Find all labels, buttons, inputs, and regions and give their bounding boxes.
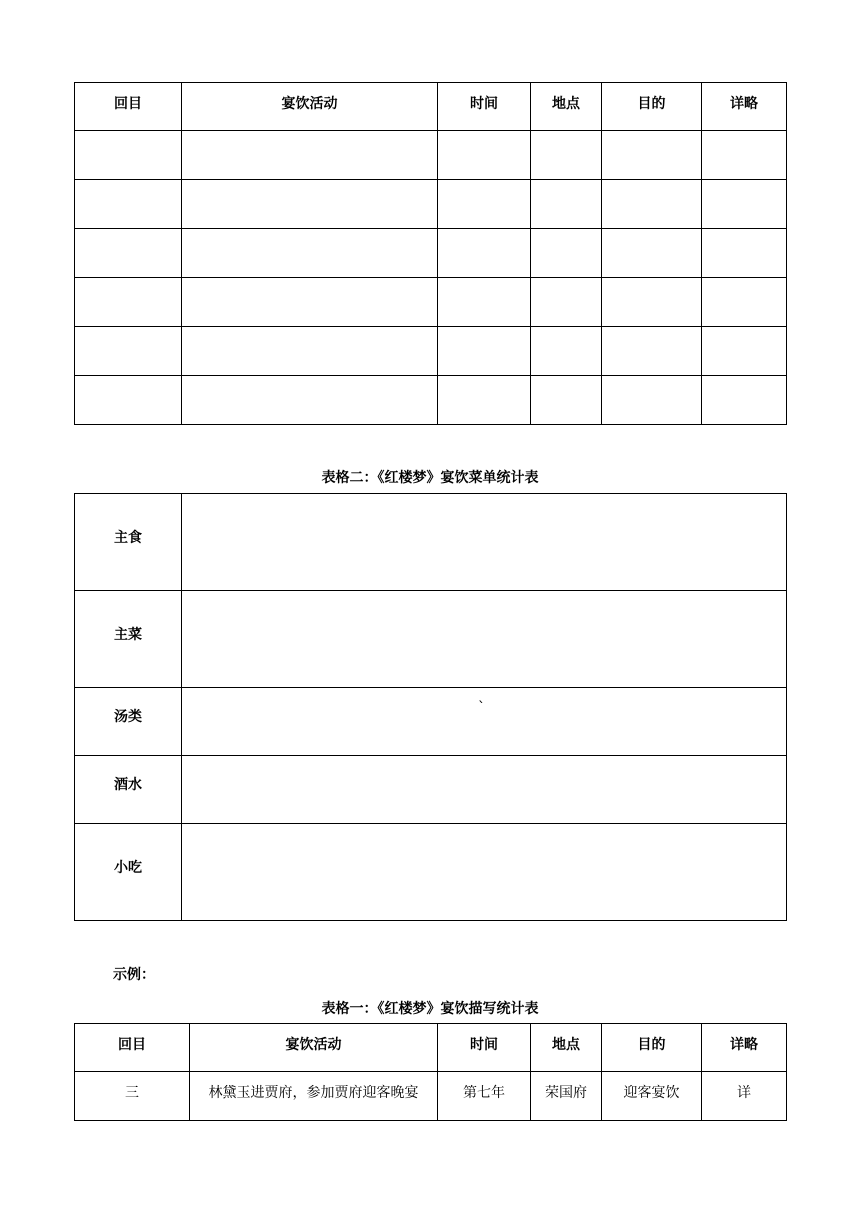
table-row [75,327,787,376]
header-cell: 回目 [75,1024,190,1072]
row-label-drinks: 酒水 [75,756,182,824]
header-cell: 时间 [438,83,531,131]
table-row [75,591,787,688]
row-label-snacks: 小吃 [75,824,182,921]
table-two [74,493,787,921]
example-table-caption: 表格一：《红楼梦》宴饮描写统计表 [321,1001,539,1017]
header-cell: 地点 [531,1024,602,1072]
header-cell: 时间 [438,1024,531,1072]
cell-activity: 林黛玉进贾府，参加贾府迎客晚宴 [190,1072,438,1121]
table-row [75,229,787,278]
row-label-soup: 汤类 [75,688,182,756]
header-cell: 详略 [702,83,787,131]
table-row [75,824,787,921]
row-label-main-dish: 主菜 [75,591,182,688]
table-header-row [75,83,787,131]
cell-detail: 详 [702,1072,787,1121]
header-cell: 回目 [75,83,182,131]
table-row [75,376,787,425]
row-label-staple: 主食 [75,494,182,591]
stray-mark: ` [478,700,485,716]
cell-time: 第七年 [438,1072,531,1121]
header-cell: 宴饮活动 [182,83,438,131]
table-header-row [75,1024,787,1072]
header-cell: 宴饮活动 [190,1024,438,1072]
cell-purpose: 迎客宴饮 [602,1072,702,1121]
header-cell: 目的 [602,83,702,131]
table-row [75,494,787,591]
header-cell: 目的 [602,1024,702,1072]
header-cell: 地点 [531,83,602,131]
table-row [75,278,787,327]
example-label: 示例： [113,967,155,983]
table-two-caption: 表格二：《红楼梦》宴饮菜单统计表 [321,470,539,486]
table-row [75,688,787,756]
table-row [75,180,787,229]
table-row [75,131,787,180]
cell-place: 荣国府 [531,1072,602,1121]
table-row [75,756,787,824]
table-one [74,82,787,425]
cell-chapter: 三 [75,1072,190,1121]
header-cell: 详略 [702,1024,787,1072]
example-table [74,1023,787,1121]
table-row [75,1072,787,1121]
